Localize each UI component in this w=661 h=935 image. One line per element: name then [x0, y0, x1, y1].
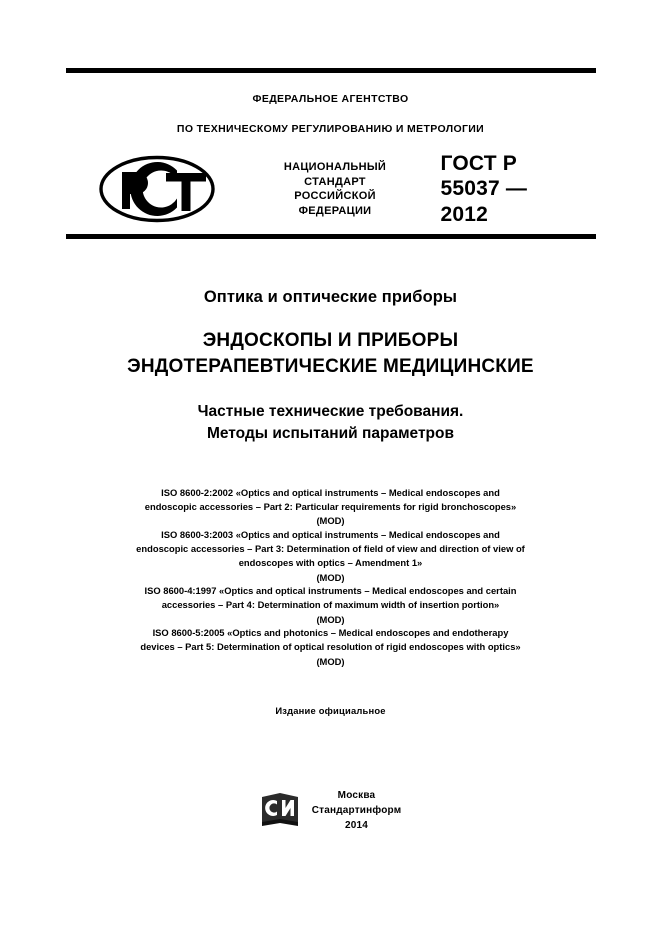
iso-reference-list — [51, 486, 611, 668]
national-standard-line-4: ФЕДЕРАЦИИ — [298, 204, 372, 217]
standard-number-line-1: ГОСТ Р — [440, 151, 517, 175]
standartinform-logo-icon — [260, 788, 300, 828]
iso-reference-mod: (MOD) — [316, 655, 345, 667]
iso-reference-item — [51, 626, 611, 668]
iso-reference-line: devices – Part 5: Determination of optical resolution of rigid endoscopes with optics» — [140, 641, 521, 653]
iso-reference-mod: (MOD) — [316, 613, 345, 625]
rst-emblem-icon — [98, 155, 216, 223]
subject-title: Оптика и оптические приборы — [203, 288, 458, 307]
main-title-line-2: ЭНДОТЕРАПЕВТИЧЕСКИЕ МЕДИЦИНСКИЕ — [127, 356, 534, 378]
national-standard-line-3: РОССИЙСКОЙ — [294, 190, 376, 203]
iso-reference-line: endoscopes with optics – Amendment 1» — [238, 557, 423, 569]
iso-reference-line: ISO 8600-5:2005 «Optics and photonics – Medical endoscopes and endotherapy — [152, 627, 509, 639]
publisher-text — [312, 786, 402, 833]
iso-reference-line: ISO 8600-2:2002 «Optics and optical instruments – Medical endoscopes and — [161, 486, 500, 498]
standard-number — [423, 151, 596, 228]
publisher-name: Стандартинформ — [311, 804, 402, 816]
iso-reference-item — [51, 528, 611, 584]
title-block — [0, 288, 661, 444]
agency-line-2: ПО ТЕХНИЧЕСКОМУ РЕГУЛИРОВАНИЮ И МЕТРОЛОГИИ — [176, 122, 485, 135]
agency-header — [0, 93, 661, 135]
national-standard-label — [248, 160, 423, 218]
emblem-container — [66, 155, 248, 223]
main-title-line-1: ЭНДОСКОПЫ И ПРИБОРЫ — [202, 330, 459, 352]
iso-reference-line: ISO 8600-3:2003 «Optics and optical instruments – Medical endoscopes and — [161, 528, 500, 540]
agency-line-1: ФЕДЕРАЛЬНОЕ АГЕНТСТВО — [252, 93, 409, 105]
publisher-block — [0, 786, 661, 833]
standard-number-line-2: 55037 — — [440, 177, 528, 201]
iso-reference-line: endoscopic accessories – Part 2: Particular requirements for rigid bronchoscopes» — [144, 500, 517, 512]
header-rule-top — [66, 68, 596, 73]
iso-reference-mod: (MOD) — [316, 515, 345, 527]
iso-reference-line: accessories – Part 4: Determination of maximum width of insertion portion» — [161, 599, 500, 611]
iso-reference-line: ISO 8600-4:1997 «Optics and optical instruments – Medical endoscopes and certain — [144, 585, 517, 597]
iso-reference-item — [51, 486, 611, 528]
iso-reference-item — [51, 584, 611, 626]
secondary-title — [0, 401, 661, 445]
national-standard-line-2: СТАНДАРТ — [304, 175, 366, 188]
publisher-city: Москва — [337, 790, 376, 801]
main-title — [0, 328, 661, 380]
secondary-title-line-1: Частные технические требования. — [197, 402, 464, 420]
national-standard-line-1: НАЦИОНАЛЬНЫЙ — [283, 161, 387, 174]
standard-number-line-3: 2012 — [440, 203, 489, 226]
iso-reference-mod: (MOD) — [316, 571, 345, 583]
iso-reference-line: endoscopic accessories – Part 3: Determination of field of view and direction of view of — [136, 543, 525, 554]
standard-identity-row — [66, 151, 596, 227]
official-edition-note: Издание официальное — [275, 705, 386, 717]
header-rule-bottom — [66, 234, 596, 239]
publisher-year: 2014 — [344, 819, 369, 831]
secondary-title-line-2: Методы испытаний параметров — [206, 424, 455, 442]
